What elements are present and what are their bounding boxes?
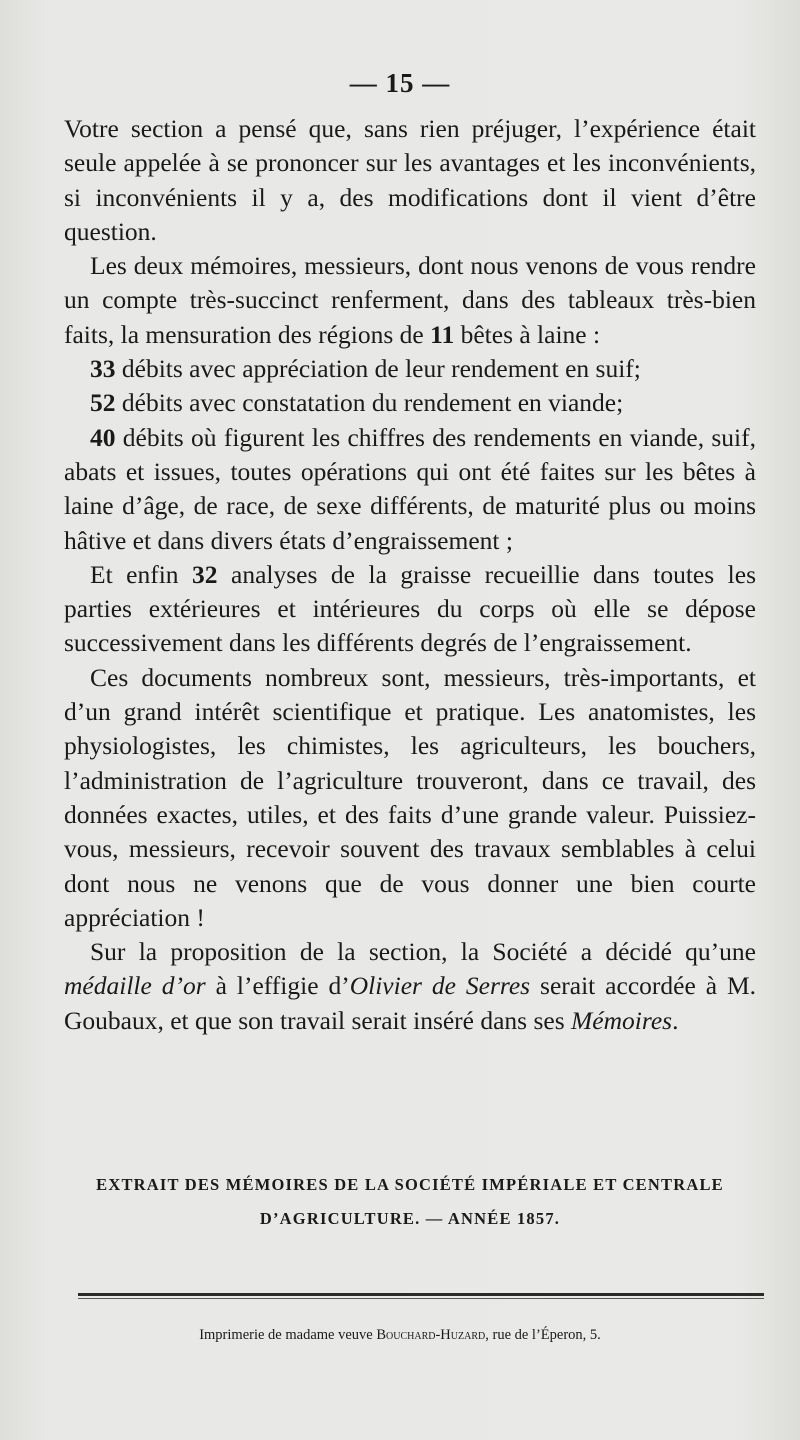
list-item-number: 40 bbox=[90, 422, 116, 452]
paragraph-4-text-d: . bbox=[672, 1005, 679, 1035]
paragraph-4-text-c: serait accordée à M. Goubaux, et que son travail serait inséré dans ses bbox=[64, 971, 757, 1035]
imprint-text-b: , rue de l’Éperon, 5. bbox=[485, 1327, 601, 1343]
paragraph-2-text-b: bêtes à laine : bbox=[454, 319, 601, 349]
list-item-viande bbox=[64, 386, 756, 420]
list-item-number: 32 bbox=[192, 559, 218, 589]
count-sheep: 11 bbox=[430, 319, 455, 349]
list-item-rendements bbox=[64, 421, 756, 558]
list-item-analyses bbox=[64, 558, 756, 661]
paragraph-4-text-a: Sur la proposition de la section, la Société a décidé qu’une bbox=[90, 937, 756, 967]
list-item-text: débits avec constatation du rendement en viande; bbox=[115, 388, 624, 418]
page-number: — 15 — bbox=[349, 68, 451, 98]
imprint-text-a: Imprimerie de madame veuve bbox=[199, 1327, 377, 1343]
paragraph-4 bbox=[64, 935, 756, 1038]
body-text bbox=[64, 112, 756, 1038]
paragraph-1 bbox=[64, 112, 756, 249]
list-item-text: débits où figurent les chiffres des rendements en viande, suif, abats et issues, toutes opérations qui ont été faites sur les bêtes à laine d’âge, de race, de sexe différents, de maturité plus ou moins hâtive et dans divers états d’engraissement ; bbox=[64, 422, 756, 555]
paragraph-3 bbox=[64, 661, 756, 935]
paragraph-4-text-b: à l’effigie d’ bbox=[205, 971, 350, 1001]
medal-text: médaille d’or bbox=[64, 971, 206, 1001]
memoires-text: Mémoires bbox=[571, 1005, 673, 1035]
imprint-printer-name: Bouchard-Huzard bbox=[376, 1327, 486, 1343]
list-item-number: 33 bbox=[90, 354, 116, 384]
list-item-number: 52 bbox=[90, 388, 116, 418]
olivier-de-serres-text: Olivier de Serres bbox=[349, 971, 531, 1001]
list-item-text-b: analyses de la graisse recueillie dans toutes les parties extérieures et intérieures du corps où elle se dépose successivement dans les différents degrés de l’engraissement. bbox=[64, 559, 756, 658]
footer-rule-thin bbox=[78, 1298, 764, 1299]
paragraph-2 bbox=[64, 249, 756, 352]
list-item-suif bbox=[64, 352, 756, 386]
footer-rule bbox=[78, 1293, 764, 1296]
paragraph-3-text: Ces documents nombreux sont, messieurs, très-importants, et d’un grand intérêt scientifique et pratique. Les anatomistes, les physiologistes, les chimistes, les agriculteurs, les bouchers, l’administration de l’agriculture trouveront, dans ce travail, des données exactes, utiles, et des faits d’une grande valeur. Puissiez-vous, messieurs, recevoir souvent des travaux semblables à celui dont nous ne venons que de vous donner une bien courte appréciation ! bbox=[64, 662, 756, 932]
extrait-heading bbox=[64, 1168, 756, 1236]
paragraph-1-text: Votre section a pensé que, sans rien préjuger, l’expérience était seule appelée à se prononcer sur les avantages et les inconvénients, si inconvénients il y a, des modifications dont il vient d’être question. bbox=[64, 114, 756, 246]
list-item-text: débits avec appréciation de leur rendement en suif; bbox=[115, 354, 641, 384]
list-item-text-a: Et enfin bbox=[90, 559, 193, 589]
extrait-line-2: D’AGRICULTURE. — ANNÉE 1857. bbox=[259, 1209, 561, 1228]
printer-imprint bbox=[0, 1327, 800, 1344]
extrait-line-1: EXTRAIT DES MÉMOIRES DE LA SOCIÉTÉ IMPÉRIALE ET CENTRALE bbox=[96, 1175, 724, 1194]
paragraph-2-text-a: Les deux mémoires, messieurs, dont nous venons de vous rendre un compte très-succinct renferment, dans des tableaux très-bien faits, la mensuration des régions de bbox=[64, 251, 756, 349]
